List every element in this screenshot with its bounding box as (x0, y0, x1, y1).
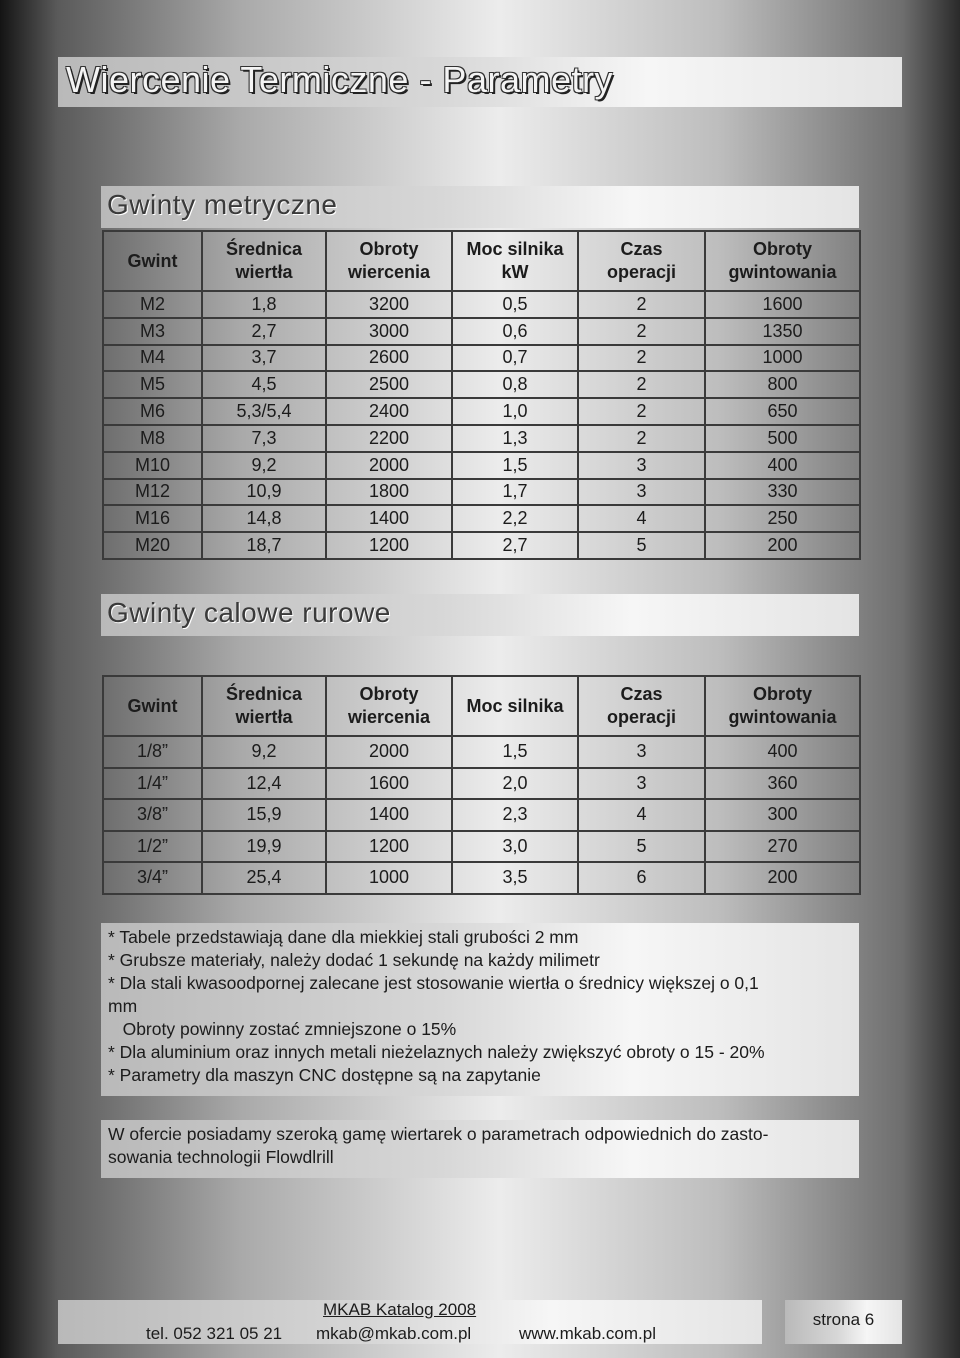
inch-section-header (101, 594, 859, 636)
table-cell: 250 (705, 505, 860, 532)
table-cell: 3 (578, 479, 705, 506)
table-cell: 1350 (705, 318, 860, 345)
header-text: Obroty (752, 684, 812, 704)
table-cell: 14,8 (202, 505, 326, 532)
table-row (103, 452, 860, 479)
table-row (103, 831, 860, 863)
metric-section-title: Gwinty metryczne (107, 189, 338, 220)
table-cell: 5 (578, 532, 705, 559)
header-text: operacji (606, 707, 677, 727)
column-header (202, 676, 326, 736)
table-cell: 2200 (326, 425, 452, 452)
table-cell: 1,0 (452, 398, 578, 425)
table-cell: 2,7 (202, 318, 326, 345)
table-cell: 3,5 (452, 862, 578, 894)
table-cell: M6 (103, 398, 202, 425)
header-text: gwintowania (728, 262, 837, 282)
table-cell: 500 (705, 425, 860, 452)
table-cell: 330 (705, 479, 860, 506)
header-text: Moc silnika (466, 695, 564, 716)
table-cell: 3200 (326, 291, 452, 318)
table-cell: 2 (578, 291, 705, 318)
column-header (103, 231, 202, 291)
header-text: Obroty (752, 239, 812, 259)
header-text: kW (501, 262, 529, 282)
metric-threads-table (102, 230, 861, 560)
header-text: Czas (620, 684, 663, 704)
table-cell: 1,5 (452, 452, 578, 479)
header-text: Średnica (225, 239, 303, 259)
table-cell: M20 (103, 532, 202, 559)
note-line: * Dla aluminium oraz innych metali nieżelaznych należy zwiększyć obroty o 15 - 20% (108, 1042, 765, 1062)
table-cell: 2 (578, 371, 705, 398)
table-row (103, 371, 860, 398)
table-cell: 2,0 (452, 768, 578, 800)
page-number: strona 6 (812, 1310, 875, 1329)
table-cell: 1600 (326, 768, 452, 800)
table-row (103, 398, 860, 425)
table-cell: 200 (705, 862, 860, 894)
table-cell: 6 (578, 862, 705, 894)
page-number-box (785, 1300, 902, 1344)
table-row (103, 862, 860, 894)
column-header (103, 676, 202, 736)
table-cell: M10 (103, 452, 202, 479)
table-cell: 1/2” (103, 831, 202, 863)
table-cell: 0,5 (452, 291, 578, 318)
column-header (452, 231, 578, 291)
table-cell: 400 (705, 736, 860, 768)
table-cell: 2600 (326, 345, 452, 372)
column-header (578, 231, 705, 291)
table-cell: 5,3/5,4 (202, 398, 326, 425)
table-cell: 25,4 (202, 862, 326, 894)
table-cell: 800 (705, 371, 860, 398)
footer-phone: tel. 052 321 05 21 (146, 1324, 283, 1343)
table-row (103, 318, 860, 345)
page-title-bar (58, 57, 902, 107)
table-cell: 3 (578, 736, 705, 768)
notes-box (101, 923, 859, 1096)
table-row (103, 768, 860, 800)
table-cell: 2 (578, 425, 705, 452)
table-cell: 1200 (326, 831, 452, 863)
table-cell: 2400 (326, 398, 452, 425)
offer-line: sowania technologii Flowdlrill (108, 1147, 334, 1167)
table-cell: 7,3 (202, 425, 326, 452)
table-cell: 2000 (326, 452, 452, 479)
column-header (578, 676, 705, 736)
header-text: wiertła (235, 262, 293, 282)
table-cell: 2,3 (452, 799, 578, 831)
inch-section-title: Gwinty calowe rurowe (107, 597, 391, 628)
table-row (103, 505, 860, 532)
header-text: wiertła (235, 707, 293, 727)
page-title: Wiercenie Termiczne - Parametry (66, 59, 613, 100)
footer-bar (58, 1300, 762, 1344)
table-cell: 1/4” (103, 768, 202, 800)
note-line: mm (108, 996, 138, 1016)
note-line: * Tabele przedstawiają dane dla miekkiej stali grubości 2 mm (108, 927, 579, 947)
header-text: gwintowania (728, 707, 837, 727)
table-cell: 1,8 (202, 291, 326, 318)
table-cell: 3 (578, 768, 705, 800)
table-cell: 1400 (326, 799, 452, 831)
table-cell: 0,6 (452, 318, 578, 345)
header-text: Średnica (225, 684, 303, 704)
table-row (103, 291, 860, 318)
table-row (103, 532, 860, 559)
table-row (103, 345, 860, 372)
table-cell: 2,2 (452, 505, 578, 532)
offer-line: W ofercie posiadamy szeroką gamę wiertarek o parametrach odpowiednich do zasto- (108, 1124, 769, 1144)
table-cell: 18,7 (202, 532, 326, 559)
table-cell: 1/8” (103, 736, 202, 768)
table-cell: 2000 (326, 736, 452, 768)
note-line: Obroty powinny zostać zmniejszone o 15% (108, 1019, 457, 1039)
table-cell: 400 (705, 452, 860, 479)
table-cell: 1800 (326, 479, 452, 506)
column-header (202, 231, 326, 291)
table-cell: 1,7 (452, 479, 578, 506)
table-cell: 3,7 (202, 345, 326, 372)
header-text: Moc silnika (466, 239, 564, 259)
table-cell: 1600 (705, 291, 860, 318)
table-cell: 1000 (326, 862, 452, 894)
table-cell: M12 (103, 479, 202, 506)
table-cell: M2 (103, 291, 202, 318)
table-cell: 200 (705, 532, 860, 559)
header-text: Gwint (127, 250, 178, 271)
column-header (326, 231, 452, 291)
table-cell: 1400 (326, 505, 452, 532)
table-row (103, 736, 860, 768)
note-line: * Dla stali kwasoodpornej zalecane jest stosowanie wiertła o średnicy większej o 0,1 (108, 973, 759, 993)
column-header (452, 676, 578, 736)
table-cell: 300 (705, 799, 860, 831)
table-cell: 10,9 (202, 479, 326, 506)
column-header (705, 676, 860, 736)
table-cell: 5 (578, 831, 705, 863)
footer-email[interactable]: mkab@mkab.com.pl (316, 1324, 472, 1343)
offer-box (101, 1120, 859, 1178)
table-row (103, 479, 860, 506)
table-cell: 3 (578, 452, 705, 479)
table-cell: M4 (103, 345, 202, 372)
header-text: Czas (620, 239, 663, 259)
catalog-title: MKAB Katalog 2008 (323, 1300, 477, 1319)
table-cell: M5 (103, 371, 202, 398)
table-cell: 1,5 (452, 736, 578, 768)
table-cell: 15,9 (202, 799, 326, 831)
table-cell: 270 (705, 831, 860, 863)
table-cell: 2 (578, 318, 705, 345)
table-row (103, 799, 860, 831)
header-text: operacji (606, 262, 677, 282)
column-header (326, 676, 452, 736)
table-cell: 3000 (326, 318, 452, 345)
note-line: * Parametry dla maszyn CNC dostępne są na zapytanie (108, 1065, 541, 1085)
table-cell: 3/8” (103, 799, 202, 831)
metric-section-header (101, 186, 859, 228)
header-text: Obroty (359, 684, 419, 704)
header-row (103, 676, 860, 736)
table-cell: 12,4 (202, 768, 326, 800)
header-text: Gwint (127, 695, 178, 716)
header-text: Obroty (359, 239, 419, 259)
table-cell: 19,9 (202, 831, 326, 863)
footer-website[interactable]: www.mkab.com.pl (519, 1324, 656, 1343)
table-cell: 0,8 (452, 371, 578, 398)
table-cell: 1200 (326, 532, 452, 559)
table-cell: 9,2 (202, 452, 326, 479)
table-cell: 2 (578, 345, 705, 372)
table-cell: 2,7 (452, 532, 578, 559)
table-row (103, 425, 860, 452)
table-cell: 3/4” (103, 862, 202, 894)
header-row (103, 231, 860, 291)
table-cell: 360 (705, 768, 860, 800)
header-text: wiercenia (347, 262, 431, 282)
table-cell: 650 (705, 398, 860, 425)
table-cell: 2 (578, 398, 705, 425)
table-cell: 9,2 (202, 736, 326, 768)
table-cell: 4,5 (202, 371, 326, 398)
table-cell: 2500 (326, 371, 452, 398)
table-cell: M16 (103, 505, 202, 532)
note-line: * Grubsze materiały, należy dodać 1 sekundę na każdy milimetr (108, 950, 600, 970)
table-cell: 4 (578, 505, 705, 532)
table-cell: 1,3 (452, 425, 578, 452)
table-cell: 3,0 (452, 831, 578, 863)
column-header (705, 231, 860, 291)
table-cell: 1000 (705, 345, 860, 372)
table-cell: M3 (103, 318, 202, 345)
table-cell: 0,7 (452, 345, 578, 372)
header-text: wiercenia (347, 707, 431, 727)
table-cell: 4 (578, 799, 705, 831)
table-cell: M8 (103, 425, 202, 452)
inch-threads-table (102, 675, 861, 895)
